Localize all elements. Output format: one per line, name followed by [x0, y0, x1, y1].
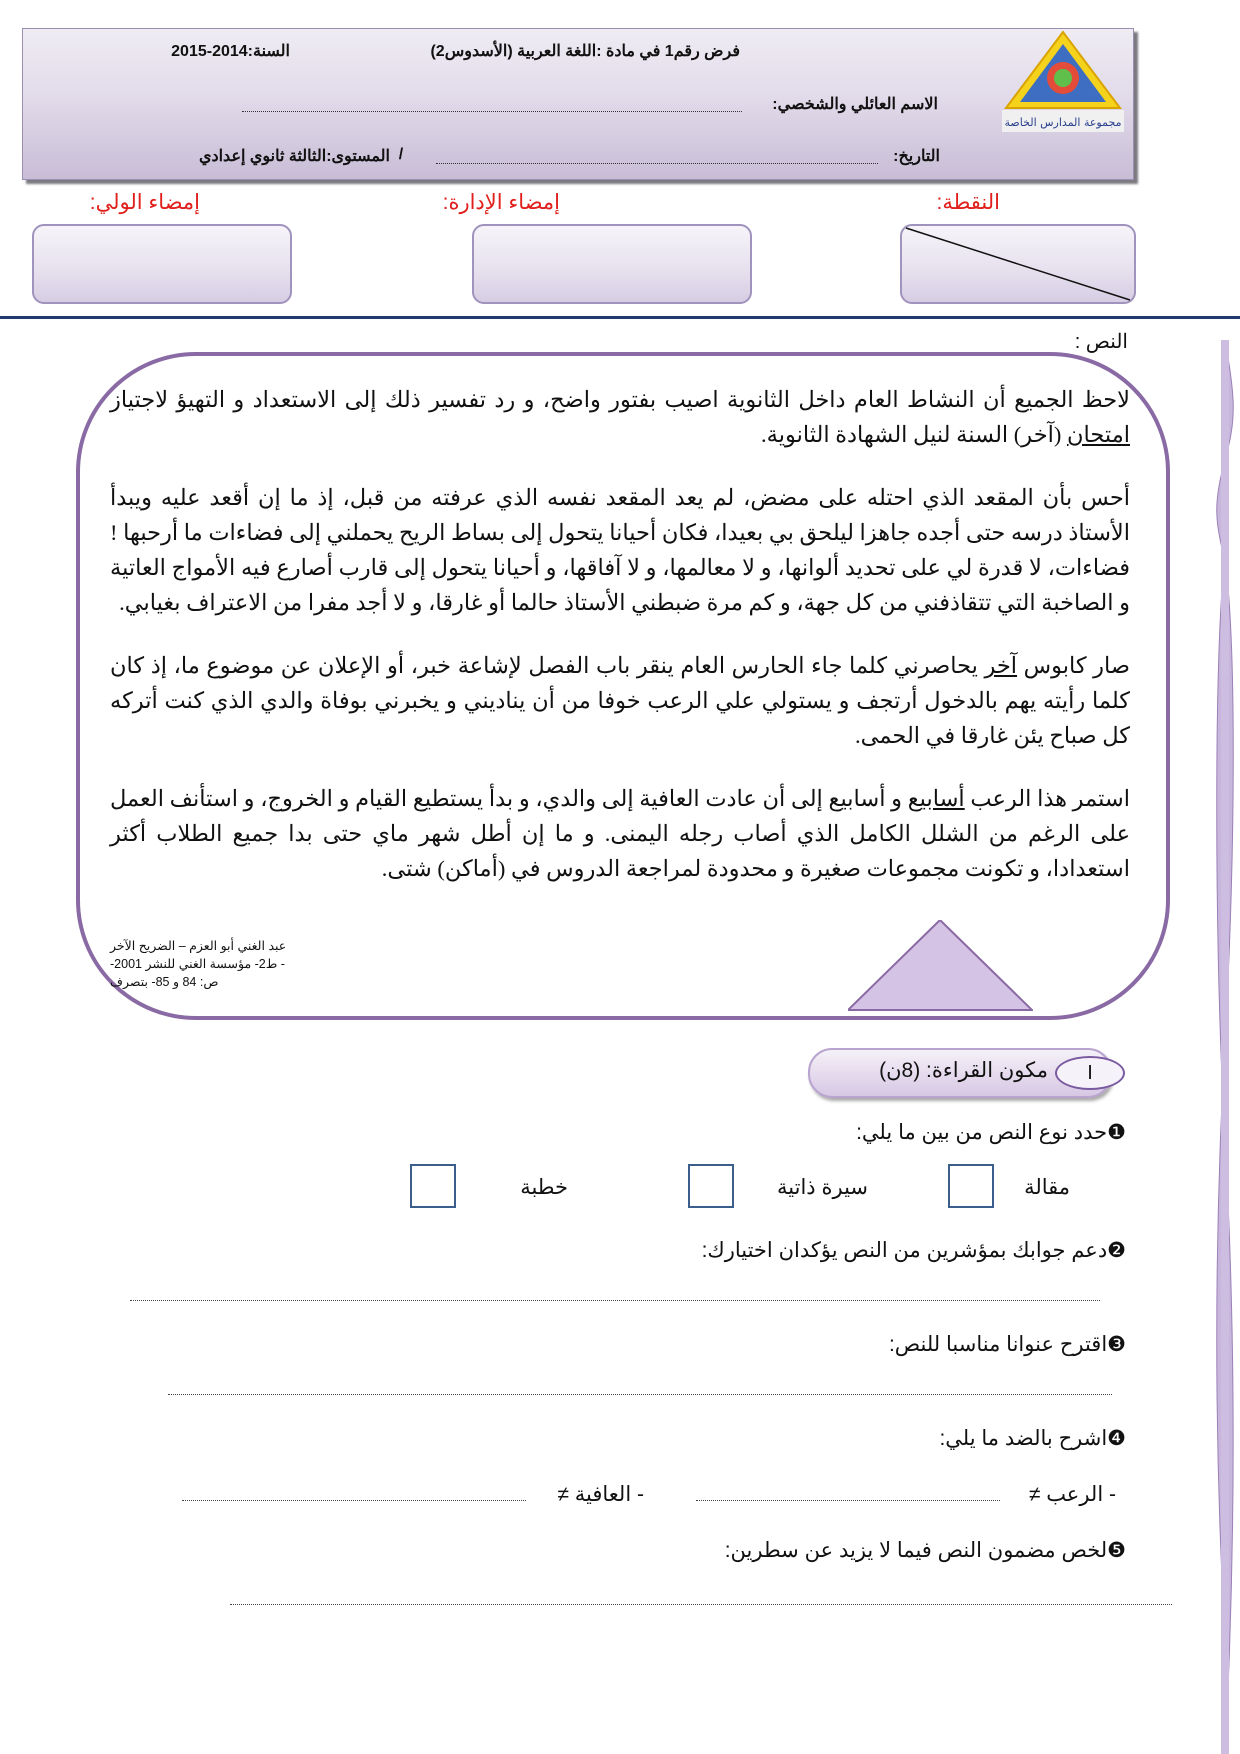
paragraph-3: صار كابوس آخر يحاصرني كلما جاء الحارس العام ينقر باب الفصل لإشاعة خبر، أو الإعلان عن موضوع ما، إذ كان كلما رأيته يهم بالدخول أرتجف و يستولي علي الرعب خوفا من أن يناديني و يخبرني بوفاة والدي الذي كنت أتركه كل صباح يئن غارقا في الحمى.: [110, 653, 1131, 748]
antonym-item-1: - الرعب ≠: [1028, 1483, 1116, 1506]
guardian-signature-box[interactable]: [32, 224, 292, 304]
grade-diagonal: [902, 226, 1134, 302]
header-divider: [0, 316, 1240, 319]
admin-signature-label: إمضاء الإدارة:: [442, 191, 560, 214]
exam-title: فرض رقم1 في مادة :اللغة العربية (الأسدوس2): [430, 43, 740, 60]
admin-signature-box[interactable]: [472, 224, 752, 304]
question-3: ❸اقترح عنوانا مناسبا للنص:: [888, 1333, 1126, 1356]
antonym-item-2: - العافية ≠: [557, 1483, 644, 1506]
section-title: مكون القراءة: (8ن): [879, 1059, 1048, 1082]
school-logo: [998, 30, 1128, 135]
option-checkbox-article[interactable]: [948, 1164, 994, 1208]
option-checkbox-autobiography[interactable]: [688, 1164, 734, 1208]
text-heading: النص :: [1074, 331, 1128, 353]
source-line: عبد الغني أبو العزم – الضريح الآخر: [110, 939, 287, 953]
name-field-line[interactable]: [242, 111, 742, 112]
grade-label: النقطة:: [936, 191, 1000, 214]
answer-line-q3[interactable]: [168, 1394, 1112, 1395]
slash-separator: /: [398, 146, 404, 163]
date-label: التاريخ:: [893, 148, 940, 165]
date-field-line[interactable]: [436, 163, 878, 164]
option-label: مقالة: [1024, 1176, 1070, 1199]
answer-line-q5[interactable]: [230, 1604, 1172, 1605]
question-5: ❺لخص مضمون النص فيما لا يزيد عن سطرين:: [724, 1539, 1126, 1562]
answer-line-q2[interactable]: [130, 1300, 1100, 1301]
option-checkbox-speech[interactable]: [410, 1164, 456, 1208]
underlined-word: أسابيع: [907, 786, 965, 811]
name-label: الاسم العائلي والشخصي:: [772, 96, 938, 113]
paragraph-4: استمر هذا الرعب أسابيع و أسابيع إلى أن عادت العافية إلى والدي، و بدأ يستطيع القيام و الخروج، و استأنف العمل على الرغم من الشلل الكامل الذي أصاب رجله اليمنى. و ما إن أطل شهر ماي حتى بدا جميع الطلاب أكثر استعدادا، و تكونت مجموعات صغيرة و محدودة لمراجعة الدروس في (أماكن) شتى.: [110, 786, 1130, 881]
decorative-side-bar: [1210, 340, 1240, 1754]
guardian-signature-label: إمضاء الولي:: [89, 191, 200, 214]
logo-caption: مجموعة المدارس الخاصة: [1004, 116, 1122, 129]
level-label: المستوى:الثالثة ثانوي إعدادي: [198, 148, 390, 165]
source-line: - ط2- مؤسسة الغني للنشر 2001-: [110, 957, 285, 971]
option-label: سيرة ذاتية: [777, 1176, 868, 1199]
section-number-badge: I: [1055, 1056, 1125, 1090]
underlined-word: امتحان: [1067, 422, 1130, 447]
underlined-word: آخر: [984, 653, 1018, 678]
source-line: ص: 84 و 85- بتصرف: [110, 975, 219, 989]
question-1: ❶حدد نوع النص من بين ما يلي:: [856, 1121, 1126, 1144]
year-label: السنة:2014-2015: [171, 43, 290, 60]
paragraph-1: لاحظ الجميع أن النشاط العام داخل الثانوية اصيب بفتور واضح، و رد تفسير ذلك إلى الاستعداد و التهيؤ لاجتياز امتحان (آخر) السنة لنيل الشهادة الثانوية.: [110, 387, 1130, 447]
source-citation: [110, 937, 380, 991]
grade-box[interactable]: [900, 224, 1136, 304]
question-2: ❷دعم جوابك بمؤشرين من النص يؤكدان اختيارك:: [701, 1239, 1126, 1262]
callout-triangle: [848, 920, 1033, 1012]
answer-line-antonym-1[interactable]: [696, 1500, 1000, 1501]
question-4: ❹اشرح بالضد ما يلي:: [939, 1427, 1126, 1450]
answer-line-antonym-2[interactable]: [182, 1500, 526, 1501]
option-label: خطبة: [520, 1176, 568, 1199]
passage-text: [110, 382, 1130, 914]
paragraph-2: أحس بأن المقعد الذي احتله على مضض، لم يعد المقعد نفسه الذي عرفته من قبل، إذ ما إن أقعد عليه ويبدأ الأستاذ درسه حتى أجده جاهزا ليلحق بي بعيدا، فكان أحيانا يتحول إلى بساط الريح يحملني إلى فضاءات ما أرحبها ! فضاءات، لا قدرة لي على تحديد ألوانها، و لا معالمها، و لا آفاقها، و أحيانا يتحول إلى قارب أصارع فيه الأمواج العاتية و الصاخبة التي تتقاذفني من كل جهة، و كم مرة ضبطني الأستاذ حالما أو غارقا، و لا أجد مفرا من الاعتراف بغيابي.: [110, 485, 1130, 615]
